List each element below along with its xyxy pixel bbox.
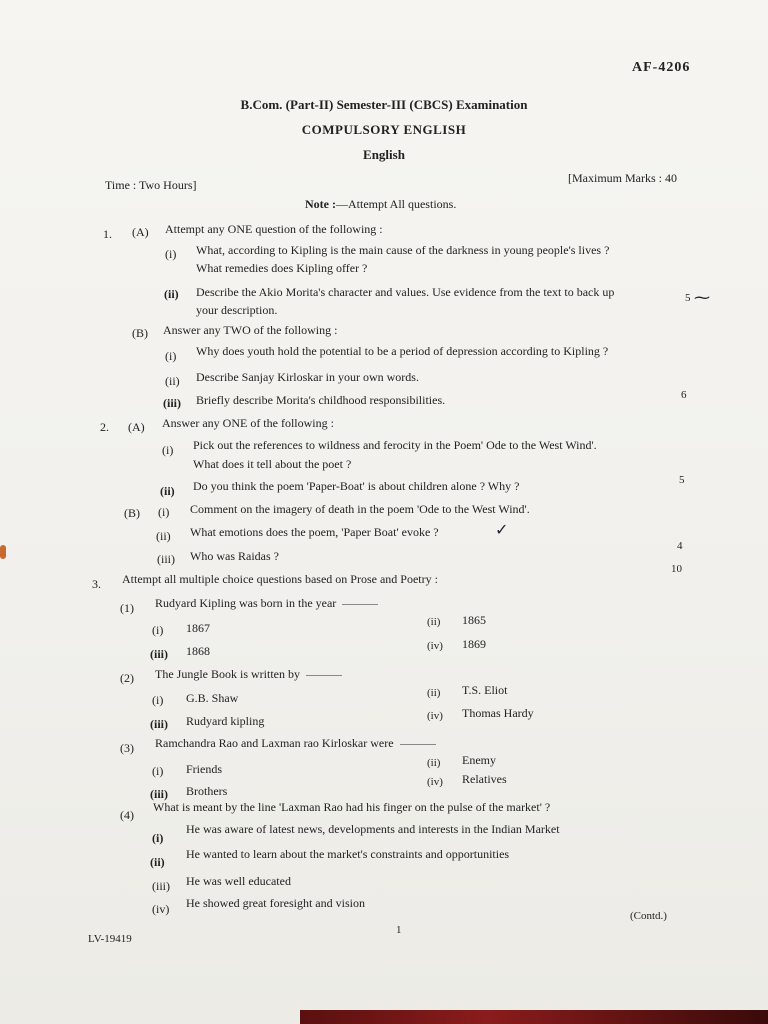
mcq-option-num: (i) — [152, 764, 164, 778]
paper-name: English — [363, 147, 405, 162]
q1-a-label: (A) — [132, 225, 149, 239]
mcq-option: Enemy — [462, 753, 496, 767]
mcq-option-num: (ii) — [427, 616, 441, 628]
q2-a-marks: 5 — [679, 474, 685, 486]
note-label: Note : — [305, 197, 336, 211]
q1-a-item-text-cont: your description. — [196, 303, 278, 317]
mcq-option: 1868 — [186, 644, 210, 658]
q1-b-item-text: Why does youth hold the potential to be a period of depression according to Kipling ? — [196, 344, 609, 358]
mcq-option: G.B. Shaw — [186, 691, 239, 705]
mcq-question-text: Rudyard Kipling was born in the year — [155, 596, 337, 610]
mcq-option-num: (iii) — [152, 879, 170, 893]
maximum-marks: [Maximum Marks : 40 — [568, 171, 677, 185]
mcq-question — [155, 736, 436, 751]
mcq-number: (4) — [120, 808, 134, 822]
mcq-option-num: (iii) — [150, 787, 168, 801]
q2-a-item-num: (ii) — [160, 484, 175, 498]
mcq-option-num: (ii) — [427, 757, 441, 769]
mcq-option: Brothers — [186, 784, 228, 798]
mcq-question-text: The Jungle Book is written by — [155, 667, 300, 681]
mcq-option-num: (i) — [152, 831, 164, 845]
q2-number: 2. — [100, 420, 109, 434]
q3-instruction: Attempt all multiple choice questions based on Prose and Poetry : — [122, 572, 438, 586]
mcq-option-num: (i) — [152, 693, 164, 707]
q3-marks: 10 — [671, 563, 682, 575]
subject-title: COMPULSORY ENGLISH — [301, 122, 467, 137]
q1-a-item-text: What, according to Kipling is the main cause of the darkness in young people's lives ? — [196, 243, 610, 257]
footer-code: LV-19419 — [88, 933, 132, 945]
mcq-option: 1869 — [462, 637, 486, 651]
mcq-option: T.S. Eliot — [462, 683, 508, 697]
mcq-option-num: (ii) — [427, 687, 441, 699]
q2-b-label: (B) — [124, 506, 140, 520]
q2-b-item-text: Comment on the imagery of death in the poem 'Ode to the West Wind'. — [190, 502, 530, 516]
q2-a-item-num: (i) — [162, 443, 174, 457]
answer-blank — [306, 675, 342, 676]
mcq-option-num: (iv) — [427, 776, 443, 788]
q1-a-instruction: Attempt any ONE question of the following : — [165, 222, 383, 236]
note-text: —Attempt All questions. — [335, 197, 457, 211]
mcq-option: Thomas Hardy — [462, 706, 534, 720]
mcq-option: 1867 — [186, 621, 210, 635]
mcq-question — [155, 667, 342, 682]
q1-b-item-text: Describe Sanjay Kirloskar in your own words. — [196, 370, 419, 384]
q2-b-item-text: What emotions does the poem, 'Paper Boat' evoke ? — [190, 525, 439, 539]
time-allowed: Time : Two Hours] — [105, 178, 197, 192]
mcq-option-num: (iv) — [152, 902, 170, 916]
continued-label: (Contd.) — [630, 910, 667, 922]
q1-b-item-text: Briefly describe Morita's childhood responsibilities. — [196, 393, 446, 407]
mcq-option: Rudyard kipling — [186, 714, 265, 728]
mcq-option: He was aware of latest news, developments and interests in the Indian Market — [186, 822, 560, 836]
pen-tick-icon: ⁓ — [694, 290, 710, 307]
q2-b-item-num: (iii) — [157, 552, 175, 566]
q1-b-marks: 6 — [681, 389, 687, 401]
q3-number: 3. — [92, 577, 101, 591]
q1-number: 1. — [103, 227, 112, 241]
mcq-option-num: (iv) — [427, 710, 443, 722]
mcq-option: He showed great foresight and vision — [186, 896, 365, 910]
q1-a-item-text: Describe the Akio Morita's character and values. Use evidence from the text to back up — [196, 285, 615, 299]
q1-b-instruction: Answer any TWO of the following : — [163, 323, 338, 337]
background-surface — [300, 1010, 768, 1024]
mcq-question-text: Ramchandra Rao and Laxman rao Kirloskar were — [155, 736, 394, 750]
page-number: 1 — [396, 924, 402, 936]
mcq-option: He wanted to learn about the market's constraints and opportunities — [186, 847, 510, 861]
paper-code: AF-4206 — [632, 60, 691, 75]
mcq-option-num: (i) — [152, 623, 164, 637]
pen-checkmark-icon: ✓ — [495, 522, 509, 539]
exam-title: B.Com. (Part-II) Semester-III (CBCS) Examination — [240, 97, 528, 112]
q1-b-item-num: (iii) — [163, 396, 181, 410]
mcq-option: He was well educated — [186, 874, 291, 888]
q1-a-item-text-cont: What remedies does Kipling offer ? — [196, 261, 368, 275]
q1-a-item-num: (i) — [165, 247, 177, 261]
mcq-option-num: (iii) — [150, 717, 168, 731]
q2-b-item-text: Who was Raidas ? — [190, 549, 279, 563]
q2-b-item-num: (ii) — [156, 529, 171, 543]
mcq-option: Relatives — [462, 772, 507, 786]
q2-a-label: (A) — [128, 420, 145, 434]
mcq-number: (1) — [120, 601, 134, 615]
scan-edge-mark — [0, 545, 6, 559]
mcq-number: (3) — [120, 741, 134, 755]
mcq-question — [155, 596, 378, 611]
q1-a-item-num: (ii) — [164, 287, 179, 301]
q2-b-item-num: (i) — [158, 505, 170, 519]
mcq-option-num: (ii) — [150, 855, 165, 869]
q2-b-marks: 4 — [677, 540, 683, 552]
mcq-option: Friends — [186, 762, 222, 776]
mcq-option-num: (iv) — [427, 640, 443, 652]
mcq-number: (2) — [120, 671, 134, 685]
q2-a-item-text: Do you think the poem 'Paper-Boat' is about children alone ? Why ? — [193, 479, 520, 493]
mcq-option: 1865 — [462, 613, 486, 627]
q2-a-item-text: Pick out the references to wildness and ferocity in the Poem' Ode to the West Wind'. — [193, 438, 597, 452]
q1-b-item-num: (ii) — [165, 374, 180, 388]
q2-a-item-text-cont: What does it tell about the poet ? — [193, 457, 352, 471]
mcq-question-text: What is meant by the line 'Laxman Rao had his finger on the pulse of the market' ? — [153, 800, 551, 814]
q1-a-marks: 5 — [685, 292, 691, 304]
answer-blank — [400, 744, 436, 745]
q1-b-item-num: (i) — [165, 349, 177, 363]
note-line — [305, 197, 456, 212]
answer-blank — [342, 604, 378, 605]
mcq-option-num: (iii) — [150, 647, 168, 661]
q1-b-label: (B) — [132, 326, 148, 340]
q2-a-instruction: Answer any ONE of the following : — [162, 416, 334, 430]
